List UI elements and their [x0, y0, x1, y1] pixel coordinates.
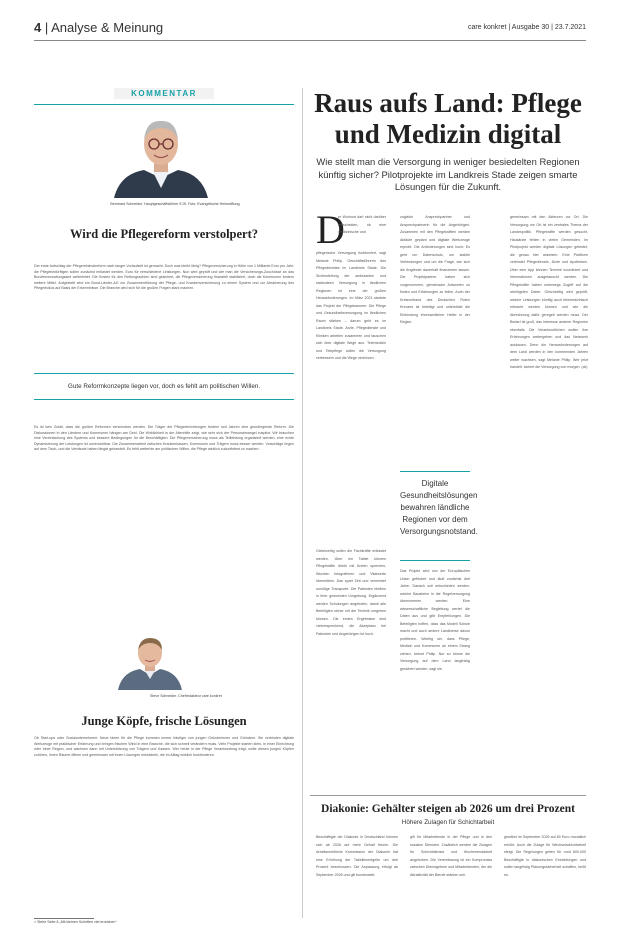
headline-line-1: Raus aufs Land: Pflege [314, 88, 582, 118]
diakonie-subheadline: Höhere Zulagen für Schichtarbeit [401, 819, 495, 826]
photo-caption-2: Steve Schneider, Chefredakteur care konkret [150, 694, 222, 698]
diakonie-headline: Diakonie: Gehälter steigen ab 2026 um drei Prozent [321, 803, 575, 815]
article-col-1: pflegerische Versorgung funktioniert, sagt Melanie Philip, Geschäftsführerin des Pflegedienstes im Landkreis Stade. Die Sicherstellung der ambulanten und stationären Versorgung in ländlichen Regionen ist eine der großen Herausforderungen. Im März 2021 startete das Projekt der Pflegekammer. Die Pflege und Gesundheitsversorgung im ländlichen Raum stärken – darum geht es im Landkreis Stade. Ärzte, Pflegedienste und Kliniken arbeiten zusammen und tauschen sich über digitale Wege aus. Telemedizin und Telepflege sollen die Versorgung verbessern und die Wege verkürzen. [316, 251, 386, 360]
article-col-2: zugleich Ansprechpartner und Ansprechpartnerin für die Angehörigen. Zusammen mit den Pflegekräften werden Abläufe geplant und digitale Werkzeuge erprobt. Die Anforderungen sind hoch: Es geht um Datenschutz, um stabile Verbindungen und um die Frage, wie sich die Angebote dauerhaft finanzieren lassen. Die Projektpartner haben sich vorgenommen, gemeinsam Antworten zu finden und Erfahrungen zu teilen. Auch der Kreisverband des Deutschen Roten Kreuzes ist beteiligt und unterstützt die Einbindung ehrenamtlicher Helfer in der Region. [400, 215, 470, 324]
headline-line-2: und Medizin digital [334, 119, 562, 149]
article-col-1-continued: Gleichzeitig sollen die Fachkräfte entlastet werden. Über ein Tablet können Pflegekräfte direkt mit Ärzten sprechen, Wunden fotografieren und Vitalwerte übermitteln. Das spart Zeit und vermeidet unnötige Transporte. Die Patienten bleiben in ihrer gewohnten Umgebung. Ergänzend werden Schulungen angeboten, damit alle Beteiligten sicher mit der Technik umgehen können. Die ersten Ergebnisse sind vielversprechend, die Akzeptanz bei Patienten und Angehörigen ist hoch. [316, 549, 386, 636]
kommentar-1-paragraph-2: Es ist kein Zufall, dass die großen Reformen verschoben werden. Die Träger der Pflegeeinrichtungen fordern seit Jahren eine grundlegende Reform. Die Diskussionen in den Ländern und Kommunen hängen am Geld. Die Wirklichkeit in der Altenhilfe zeigt, wie sehr sich der Personalmangel zuspitzt. Wir brauchen eine Vereinfachung des Systems und bessere Bedingungen für die Beschäftigten. Die Pflegeversicherung muss als Teilleistung organisiert werden, eine echte Dynamisierung der Leistungen ist unverzichtbar. Die Zusammenarbeit zwischen Krankenkassen, Kommunen und Trägern muss besser werden. Vorschläge liegen auf dem Tisch, und die Verbände haben längst gehandelt. Es fehlt weiterhin am politischen Willen, die Pflege wirklich zukunftsfest zu machen. [34, 425, 294, 452]
diakonie-rule [310, 795, 586, 796]
photo-caption-1: Bernhard Schneider, Hauptgeschäftsführer EJS. Foto: Evangelische Heimstiftung [110, 202, 240, 206]
article-headline [310, 88, 586, 150]
quote-rule-bottom [400, 560, 470, 561]
kommentar-2-title: Junge Köpfe, frische Lösungen [81, 714, 247, 728]
diakonie-col-2: gilt für Mitarbeitende in der Pflege und in den sozialen Diensten. Zusätzlich werden die Zulagen für Schichtdienste und Wochenendarbeit angehoben. Die Vereinbarung ist ein Kompromiss zwischen Dienstgebern und Mitarbeitenden, der die Attraktivität der Berufe stärken soll. [410, 835, 492, 877]
page-number: 4 [34, 20, 42, 35]
drop-cap: D [316, 207, 345, 252]
article-subheadline: Wie stellt man die Versorgung in weniger besiedelten Regionen künftig sicher? Pilotprojekte im Landkreis Stade zeigen smarte Lösungen für die Zukunft. [316, 156, 580, 192]
pull-quote-1: Gute Reformkonzepte liegen vor, doch es fehlt am politischen Willen. [34, 373, 294, 400]
kommentar-2-body: Ob Start-ups oder Sozialunternehmen: Neue Ideen für die Pflege kommen immer häufiger von jungen Gründerinnen und Gründern. Sie verbinden digitale Werkzeuge mit praktischer Erfahrung und bringen frischen Wind in eine Branche, die sich schnell verändern muss. Viele Projekte starten klein, in einer Einrichtung oder einer Region, und wachsen dann mit Unterstützung von Trägern und Kassen. Wer heute in der Pflege Verantwortung trägt, sollte diesen jungen Köpfen zuhören, ihnen Räume öffnen und gemeinsam mit ihnen Lösungen entwickeln, die im Alltag wirklich funktionieren. [34, 736, 294, 757]
kommentar-label: KOMMENTAR [131, 89, 197, 98]
footnote-link[interactable]: > Siehe Seite 8 „Mit kleinen Schritten viel erreichen“ [34, 920, 117, 924]
diakonie-col-1: Beschäftigte der Diakonie in Deutschland können sich ab 2026 auf mehr Gehalt freuen. Die Arbeitsrechtliche Kommission der Diakonie hat eine Erhöhung der Tabellenentgelte um drei Prozent beschlossen. Die Anpassung erfolgt ab September 2026 und gilt bundesweit. [316, 835, 398, 877]
article-col-3: gemeinsam mit den Akteuren vor Ort. Die Versorgung vor Ort ist ein zentrales Thema der Landespolitik. Pflegekräfte werden gesucht, Hausärzte fehlen in vielen Gemeinden. Im Pilotprojekt werden digitale Lösungen getestet, die genau hier ansetzen. Eine Plattform verbindet Pflegedienste, Ärzte und Apotheken. Über eine App können Termine koordiniert und Informationen ausgetauscht werden. Die Pflegekräfte haben unterwegs Zugriff auf die wichtigsten Daten. Gleichzeitig wird geprüft, welche Leistungen künftig auch telemedizinisch erbracht werden können und wie die Abrechnung dafür geregelt werden muss. Der Bedarf ist groß, das Interesse anderer Regionen ebenfalls. Die Verantwortlichen wollen ihre Erfahrungen weitergeben und das Netzwerk ausbauen. Denn die Herausforderungen auf dem Land werden in den kommenden Jahren weiter wachsen, sagt Melanie Philip. Wer jetzt handelt, sichert die Versorgung von morgen. (ck) [510, 215, 588, 369]
pull-quote-2: Digitale Gesundheitslösungen bewahren ländliche Regionen vor dem Versorgungsnotstand. [400, 479, 478, 536]
kommentar-1-title: Wird die Pflegereform verstolpert? [69, 227, 258, 241]
section-name: Analyse & Meinung [51, 20, 164, 35]
footnote-rule [34, 918, 94, 919]
column-divider [302, 88, 303, 918]
kommentar-1-paragraph-1: Der erste Aufschlag der Pflegeminimalreform nach langer Vorlaufzeit ist gemacht. Doch was bleibt übrig? Pflegeversicherung in Höhe von 1 Milliarde Euro pro Jahr, die Pflegebedürftigen sollen zunächst entlastet werden. Euro für verschiedene Leistungen. Nun wird geprüft und wie man die Versicherungs-Zuschüsse an das Bundesverwaltungsamt weiterleitet. Die Kosten für den Rettungsschirm sind gesichert, die Pflegeversicherung finanziell stabilisiert, doch die Kommunen fordern weitere Mittel. Aufgestellt wird ein Bund-Länder-AG zur Zusammenführung der Pflege- und Krankenversicherung zu einem System und zur Absicherung des Pflegerisikos auf Basis der Erkenntnisse. Die Branche wird sich für die großen Fragen stark machen. [34, 264, 294, 291]
kommentar-rule [34, 104, 294, 105]
quote-rule-top [400, 471, 470, 472]
header-rule [34, 40, 586, 41]
author-photo-2 [100, 632, 200, 690]
article-col-2-continued: Das Projekt wird von der Europäischen Union gefördert und läuft zunächst drei Jahre. Danach soll entschieden werden, welche Bausteine in die Regelversorgung übernommen werden. Eine wissenschaftliche Begleitung wertet die Daten aus und gibt Empfehlungen. Die Beteiligten hoffen, dass das Modell Schule macht und auch andere Landkreise davon profitieren. Wichtig sei, dass Pflege, Medizin und Kommunen an einem Strang ziehen, betont Philip. Nur so könne die Versorgung auf dem Land langfristig gesichert werden, sagt sie. [400, 569, 470, 671]
page-header-left [34, 20, 163, 35]
diakonie-col-3: gewährt im September 2026 auf 80 Euro monatlich erhöht. Auch die Zulage für Wechselschichtarbeit steigt. Die Regelungen gelten für rund 600.000 Beschäftigte in diakonischen Einrichtungen und sollen langfristig Planungssicherheit schaffen, heißt es. [504, 835, 586, 877]
author-photo-1 [106, 108, 216, 198]
article-col-1-start: er Wohnort darf nicht darüber entscheiden, ob eine medizinische und [338, 215, 386, 234]
issue-info: care konkret | Ausgabe 30 | 23.7.2021 [467, 24, 586, 31]
page-header-sep: | [44, 20, 52, 35]
